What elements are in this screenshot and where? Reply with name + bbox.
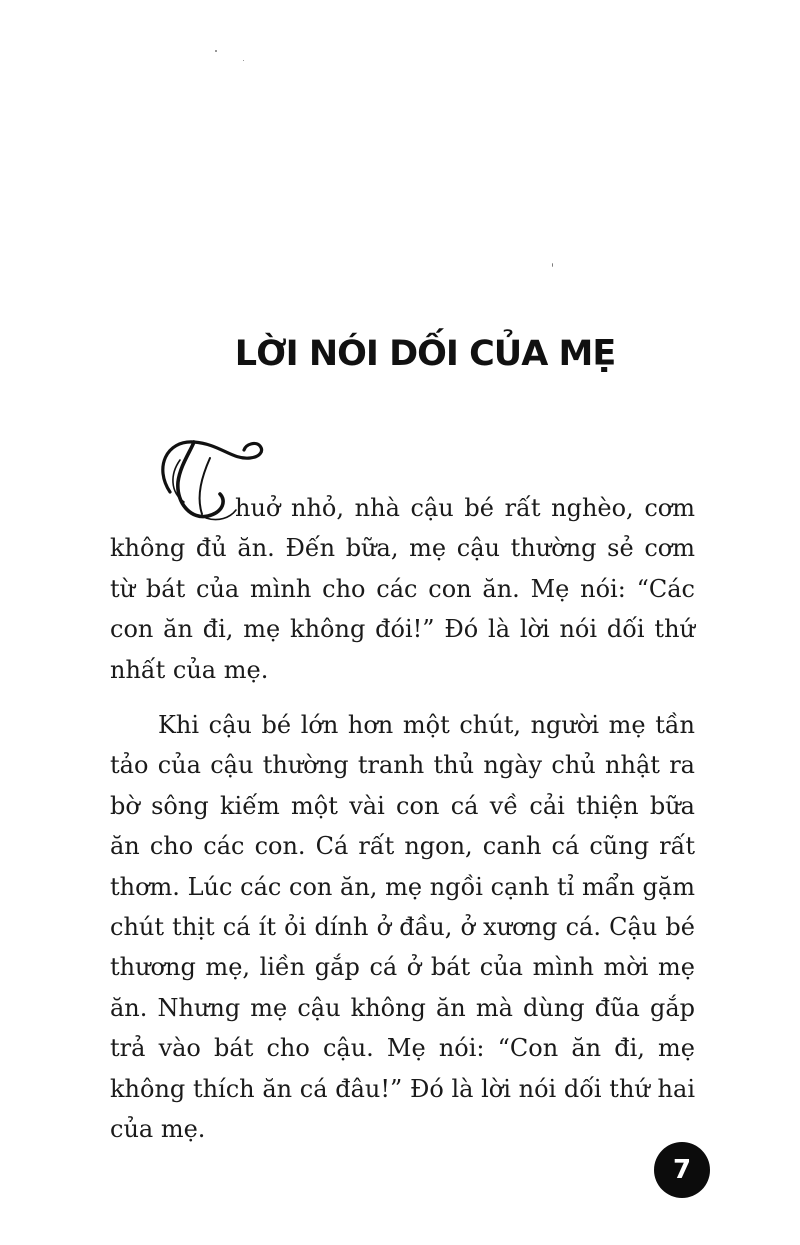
paragraph-2 bbox=[110, 705, 695, 1149]
paragraph-1-rest: không đủ ăn. Đến bữa, mẹ cậu thường sẻ cơm từ bát của mình cho các con ăn. Mẹ nói: “Các con ăn đi, mẹ không đói!” Đó là lời nói dối thứ nhất của mẹ. bbox=[110, 534, 695, 684]
paragraph-1 bbox=[110, 488, 695, 690]
paragraph-1-text bbox=[110, 488, 695, 690]
scan-speck bbox=[243, 60, 244, 61]
paragraph-2-text: Khi cậu bé lớn hơn một chút, người mẹ tần tảo của cậu thường tranh thủ ngày chủ nhật ra bờ sông kiếm một vài con cá về cải thiện bữa ăn cho các con. Cá rất ngon, canh cá cũng rất thơm. Lúc các con ăn, mẹ ngồi cạnh tỉ mẩn gặm chút thịt cá ít ỏi dính ở đầu, ở xương cá. Cậu bé thương mẹ, liền gắp cá ở bát của mình mời mẹ ăn. Nhưng mẹ cậu không ăn mà dùng đũa gắp trả vào bát cho cậu. Mẹ nói: “Con ăn đi, mẹ không thích ăn cá đâu!” Đó là lời nói dối thứ hai của mẹ. bbox=[110, 711, 695, 1144]
scan-speck bbox=[215, 50, 217, 52]
chapter-title: LỜI NÓI DỐI CỦA MẸ bbox=[234, 334, 616, 375]
paragraph-1-first-line: huở nhỏ, nhà cậu bé rất nghèo, cơm bbox=[235, 494, 695, 522]
page-number-badge: 7 bbox=[654, 1142, 710, 1198]
scan-speck bbox=[552, 263, 553, 267]
